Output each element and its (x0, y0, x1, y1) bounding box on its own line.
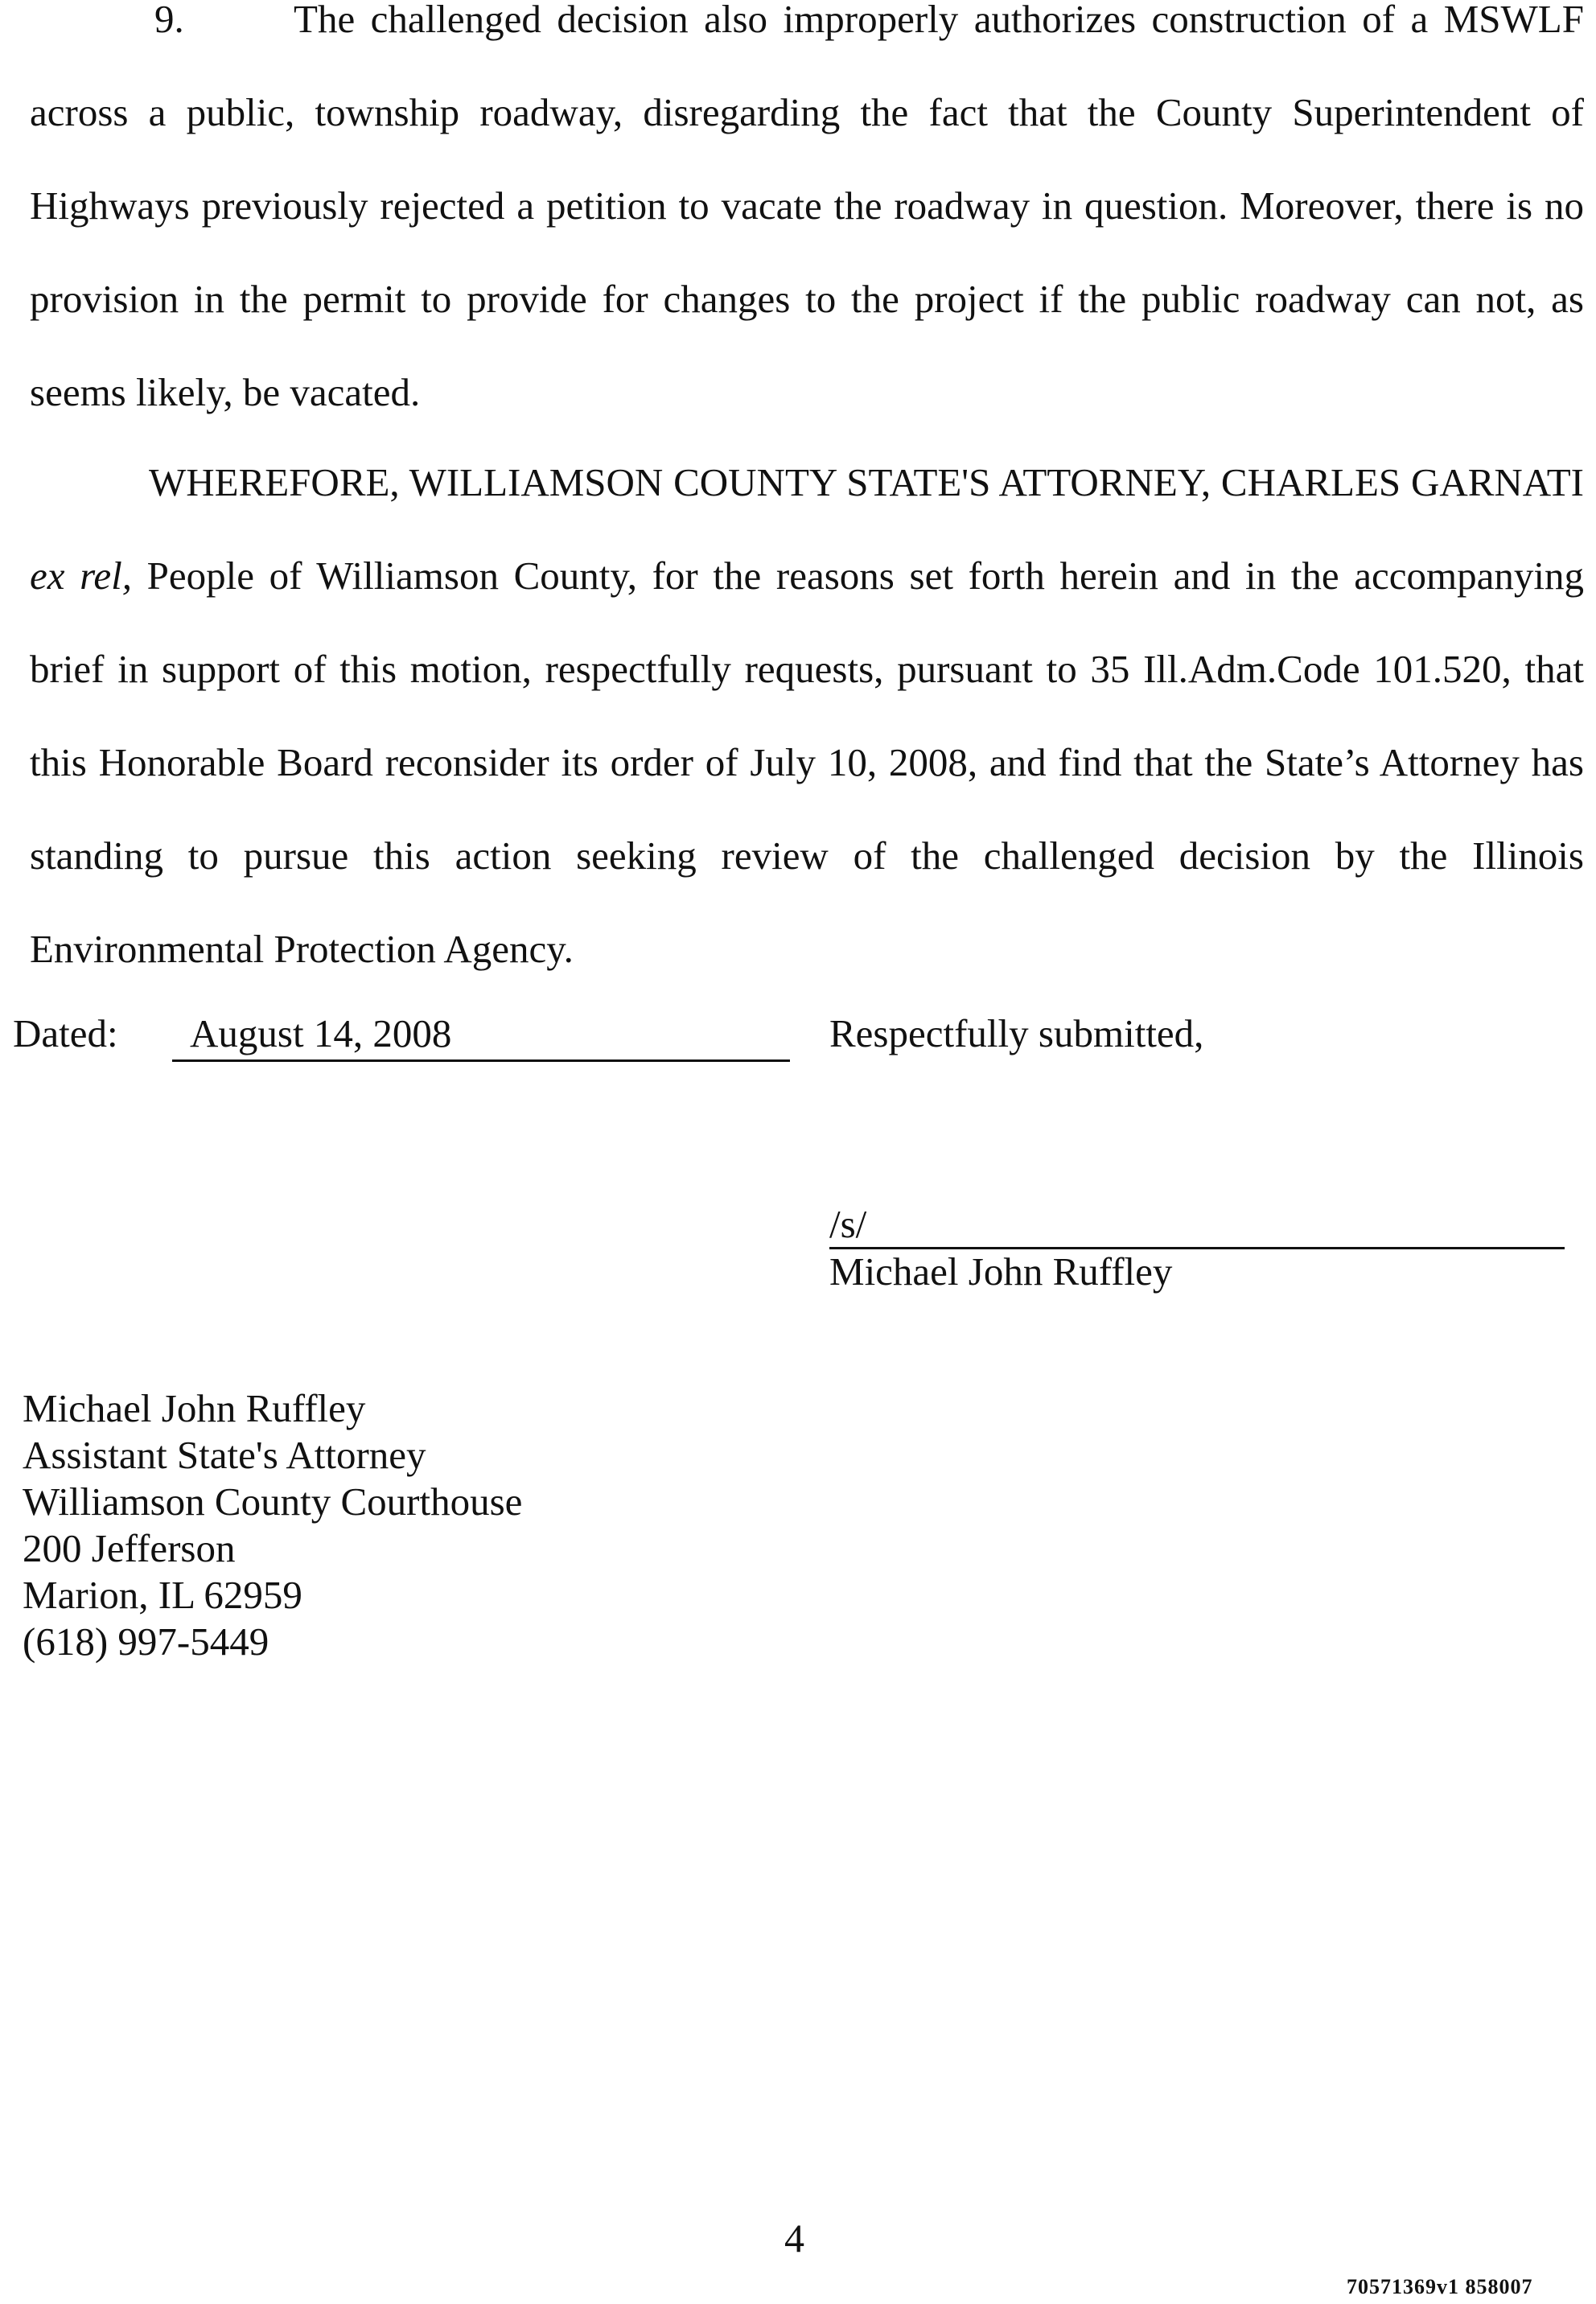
wherefore-paragraph (30, 436, 1584, 996)
address-line: 200 Jefferson (23, 1526, 236, 1570)
address-line: Assistant State's Attorney (23, 1433, 426, 1477)
wherefore-italic: ex rel, (30, 553, 133, 598)
address-block (23, 1385, 522, 1665)
signature-line (829, 1200, 1565, 1249)
address-line: Michael John Ruffley (23, 1386, 366, 1430)
document-id: 70571369v1 858007 (1347, 2275, 1533, 2298)
dated-line (172, 1010, 790, 1062)
address-line: Williamson County Courthouse (23, 1479, 523, 1524)
paragraph-number: 9. (154, 0, 184, 41)
signature-name: Michael John Ruffley (829, 1249, 1173, 1294)
dated-value: August 14, 2008 (190, 1011, 452, 1055)
dated-label: Dated: (13, 1011, 118, 1055)
closing-text: Respectfully submitted, (829, 1011, 1204, 1055)
wherefore-part-2: People of Williamson County, for the reasons set forth herein and in the accompanying brief in support of this motion, respectfully requests, pursuant to 35 Ill.Adm.Code 101.520, that this Honorable Board reconsider its order of July 10, 2008, and find that the State’s Attorney has standing to pursue this action seeking review of the challenged decision by the Illinois Environmental Protection Agency. (30, 553, 1584, 971)
page-number: 4 (784, 2216, 804, 2261)
paragraph-9 (30, 0, 1584, 439)
address-line: (618) 997-5449 (23, 1619, 269, 1664)
wherefore-part-1: WHEREFORE, WILLIAMSON COUNTY STATE'S ATTORNEY, CHARLES GARNATI (149, 460, 1584, 504)
address-line: Marion, IL 62959 (23, 1573, 302, 1617)
paragraph-9-text: The challenged decision also improperly authorizes construction of a MSWLF across a public, township roadway, disregarding the fact that the County Superintendent of Highways previously rejected a petition to vacate the roadway in question. Moreover, there is no provision in the permit to provide for changes to the project if the public roadway can not, as seems likely, be vacated. (30, 0, 1584, 414)
signature-mark: /s/ (829, 1202, 867, 1246)
